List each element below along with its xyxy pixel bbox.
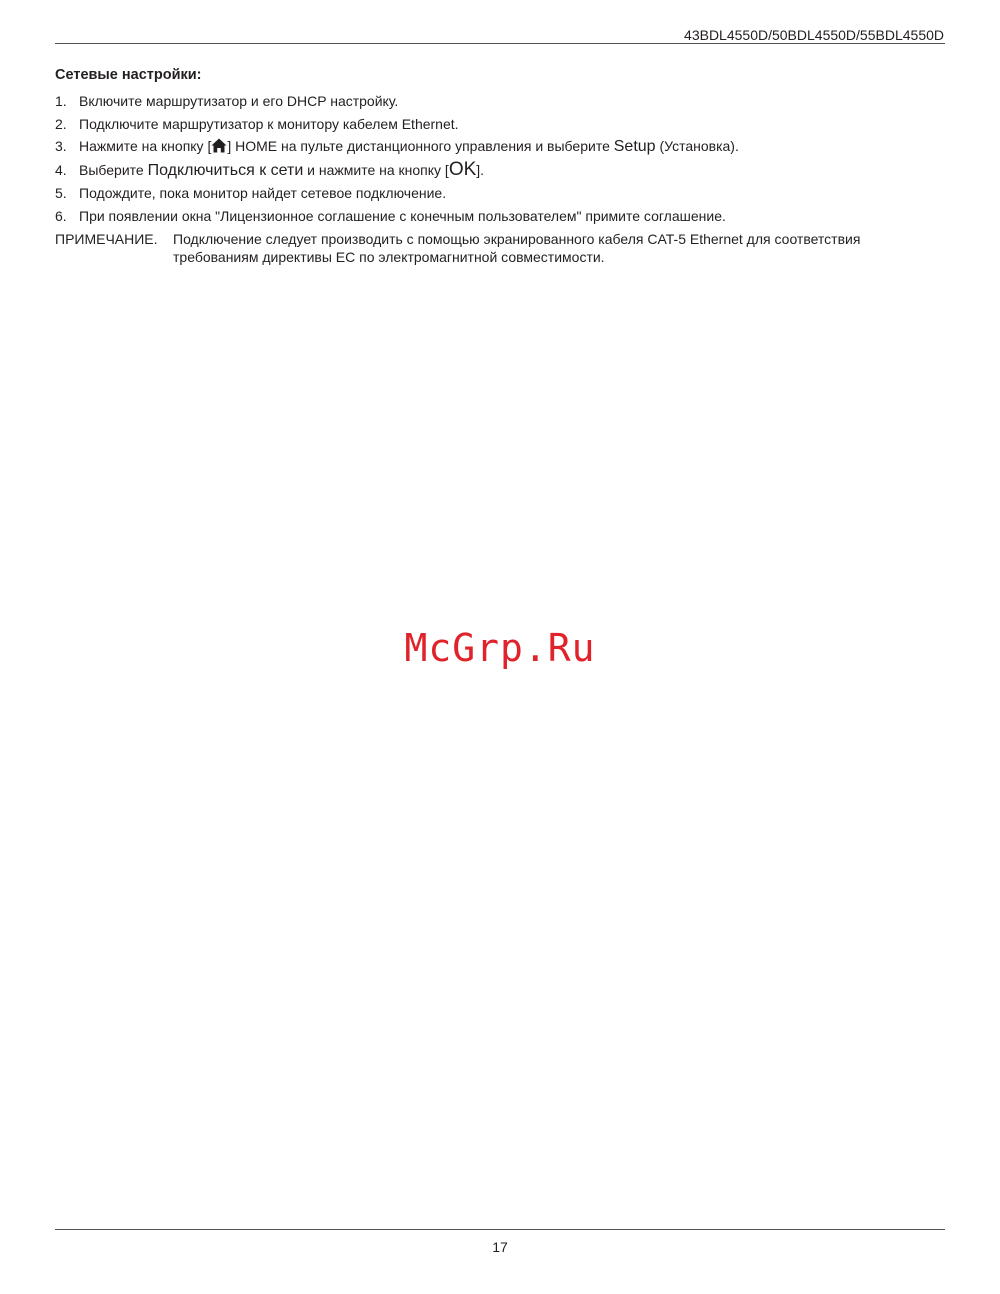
watermark: McGrp.Ru	[404, 626, 596, 670]
steps-list	[55, 93, 945, 231]
step-text: Подключите маршрутизатор к монитору кабелем Ethernet.	[79, 115, 459, 132]
connect-menu-label: Подключиться к сети	[147, 161, 304, 179]
note	[55, 231, 945, 266]
step-text: При появлении окна "Лицензионное соглашение с конечным пользователем" примите соглашение.	[79, 207, 726, 224]
step-text-part: Нажмите на кнопку [	[79, 138, 212, 155]
step-number: 3.	[55, 138, 67, 155]
step-text-part: ] HOME на пульте дистанционного управления и выберите	[227, 138, 614, 155]
step-text	[79, 138, 739, 155]
step-text-part: и нажмите на кнопку [	[303, 161, 449, 178]
list-item	[55, 208, 945, 224]
note-text: Подключение следует производить с помощью экранированного кабеля CAT-5 Ethernet для соответствия требованиям директивы ЕС по электромагнитной совместимости.	[173, 231, 861, 265]
step-number: 2.	[55, 115, 67, 132]
step-text-part: ].	[476, 161, 485, 178]
home-icon	[211, 138, 227, 153]
list-item	[55, 185, 945, 201]
section-title: Сетевые настройки:	[55, 67, 202, 83]
step-number: 1.	[55, 93, 67, 109]
note-label: ПРИМЕЧАНИЕ.	[55, 231, 158, 247]
page-number: 17	[492, 1239, 508, 1255]
list-item	[55, 116, 945, 132]
step-number: 6.	[55, 207, 67, 224]
step-number: 4.	[55, 161, 67, 178]
step-number: 5.	[55, 185, 67, 202]
header-model-number: 43BDL4550D/50BDL4550D/55BDL4550D	[684, 27, 944, 43]
list-item	[55, 93, 945, 109]
step-text-part: (Установка).	[655, 138, 739, 155]
step-text: Подождите, пока монитор найдет сетевое подключение.	[79, 185, 447, 202]
header-divider	[55, 43, 945, 44]
list-item	[55, 158, 945, 180]
setup-menu-label: Setup	[613, 138, 656, 156]
step-text	[79, 158, 485, 180]
list-item	[55, 138, 945, 155]
footer-divider	[55, 1229, 945, 1230]
step-text: Включите маршрутизатор и его DHCP настройку.	[79, 93, 399, 109]
ok-button-label: OK	[448, 158, 477, 180]
step-text-part: Выберите	[79, 161, 148, 178]
